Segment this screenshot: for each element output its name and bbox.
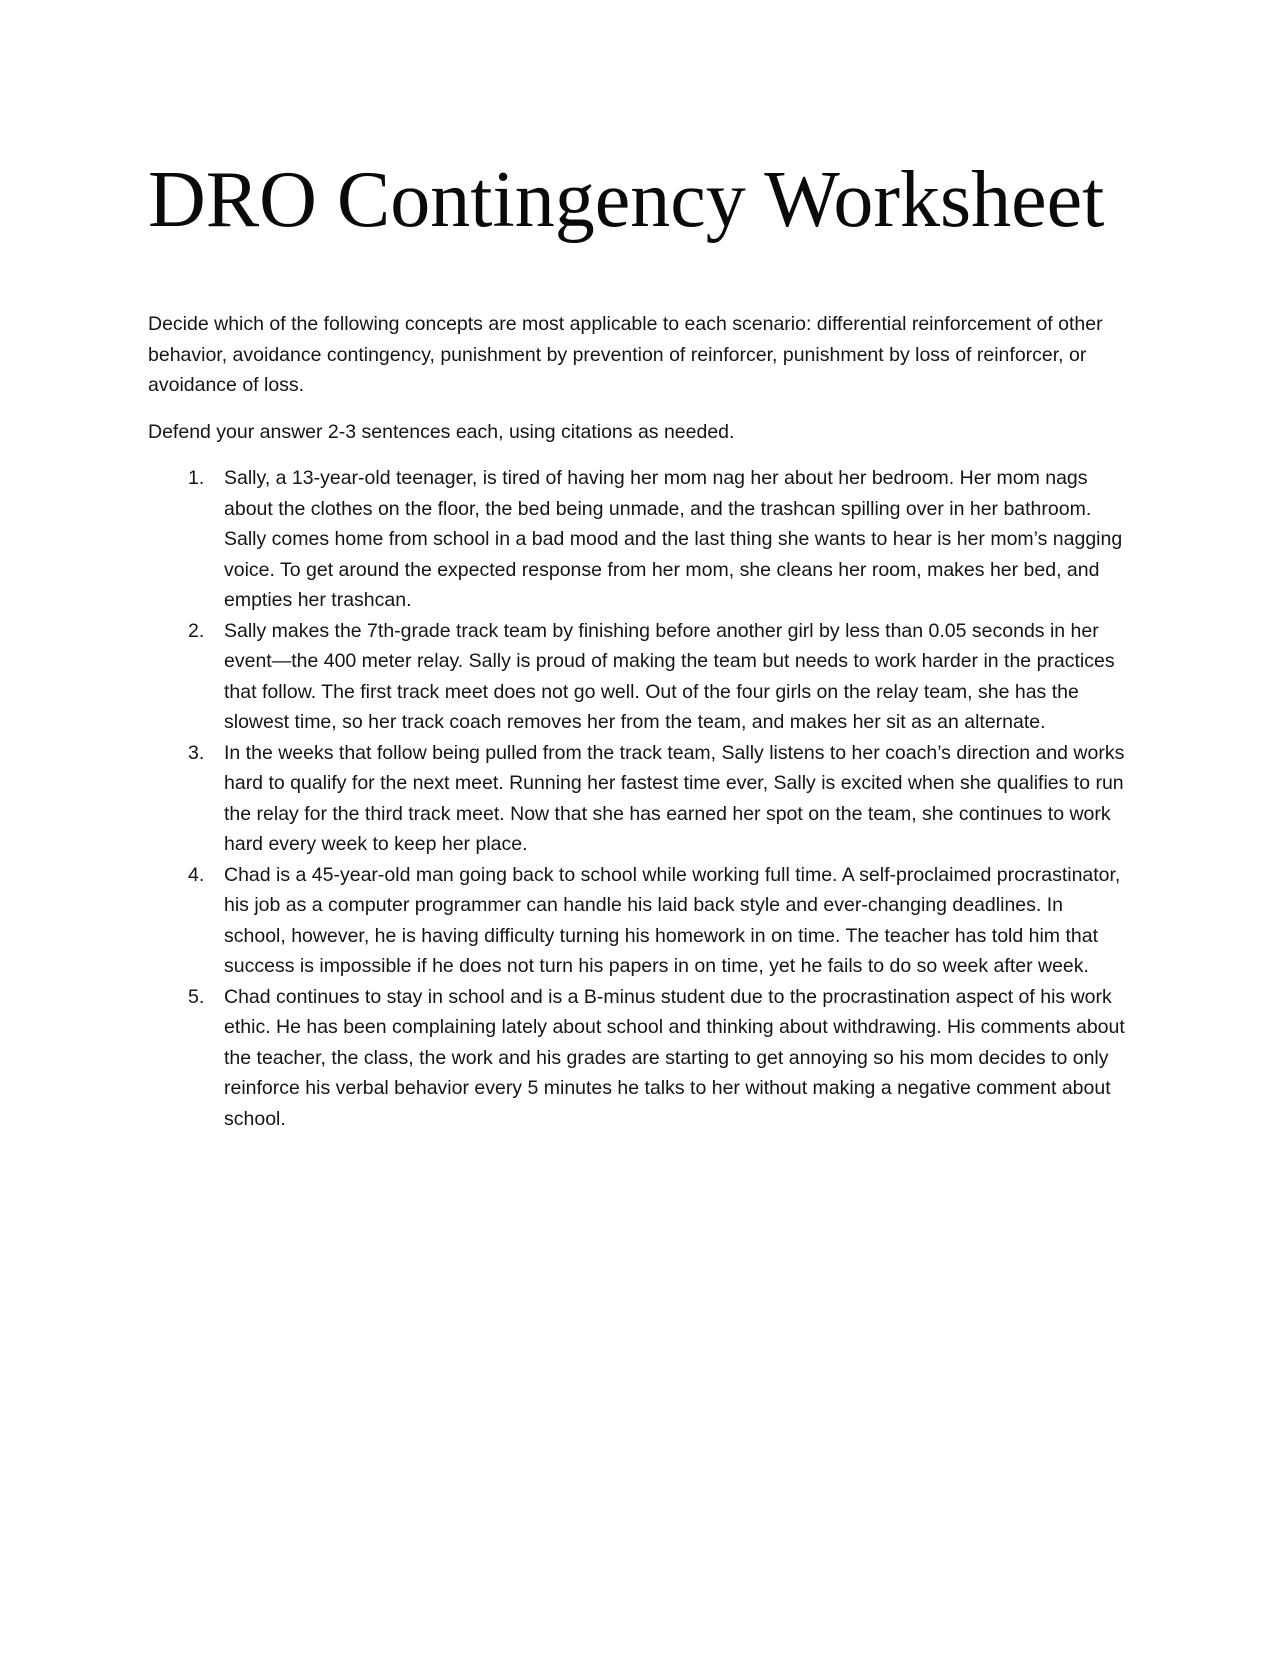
- scenario-text: Sally makes the 7th-grade track team by finishing before another girl by less than 0.05 seconds in her event—the 400 meter relay. Sally is proud of making the team but needs to work harder in the practices that follow. The first track meet does not go well. Out of the four girls on the relay team, she has the slowest time, so her track coach removes her from the team, and makes her sit as an alternate.: [224, 619, 1115, 733]
- scenario-text: Sally, a 13-year-old teenager, is tired of having her mom nag her about her bedroom. Her mom nags about the clothes on the floor, the bed being unmade, and the trashcan spilling over in her bathroom. Sally comes home from school in a bad mood and the last thing she wants to hear is her mom’s nagging voice. To get around the expected response from her mom, she cleans her room, makes her bed, and empties her trashcan.: [224, 467, 1123, 611]
- scenario-number: 1.: [188, 467, 205, 489]
- scenario-item: [148, 860, 1128, 982]
- instruction-paragraph: Defend your answer 2-3 sentences each, using citations as needed.: [148, 421, 735, 443]
- scenario-item: [148, 463, 1128, 616]
- scenario-item: [148, 616, 1128, 738]
- scenario-number: 5.: [188, 985, 205, 1008]
- page-title: DRO Contingency Worksheet: [148, 156, 1105, 244]
- scenario-number: 3.: [188, 741, 205, 764]
- scenario-text: In the weeks that follow being pulled from the track team, Sally listens to her coach’s direction and works hard to qualify for the next meet. Running her fastest time ever, Sally is excited when she qualifies to run the relay for the third track meet. Now that she has earned her spot on the team, she continues to work hard every week to keep her place.: [224, 741, 1125, 855]
- scenario-number: 2.: [188, 619, 205, 642]
- scenario-number: 4.: [188, 863, 205, 886]
- scenario-item: [148, 982, 1128, 1135]
- scenario-text: Chad continues to stay in school and is a B-minus student due to the procrastination aspect of his work ethic. He has been complaining lately about school and thinking about withdrawing. His comments about the teacher, the class, the work and his grades are starting to get annoying so his mom decides to only reinforce his verbal behavior every 5 minutes he talks to her without making a negative comment about school.: [224, 985, 1125, 1130]
- scenario-list: [148, 463, 1128, 1134]
- scenario-text: Chad is a 45-year-old man going back to school while working full time. A self-proclaimed procrastinator, his job as a computer programmer can handle his laid back style and ever-changing deadlines. In school, however, he is having difficulty turning his homework in on time. The teacher has told him that success is impossible if he does not turn his papers in on time, yet he fails to do so week after week.: [224, 863, 1121, 977]
- scenario-item: [148, 738, 1128, 860]
- intro-paragraph: Decide which of the following concepts are most applicable to each scenario: differential reinforcement of other behavior, avoidance contingency, punishment by prevention of reinforcer, punishment by loss of reinforcer, or avoidance of loss.: [148, 313, 1103, 396]
